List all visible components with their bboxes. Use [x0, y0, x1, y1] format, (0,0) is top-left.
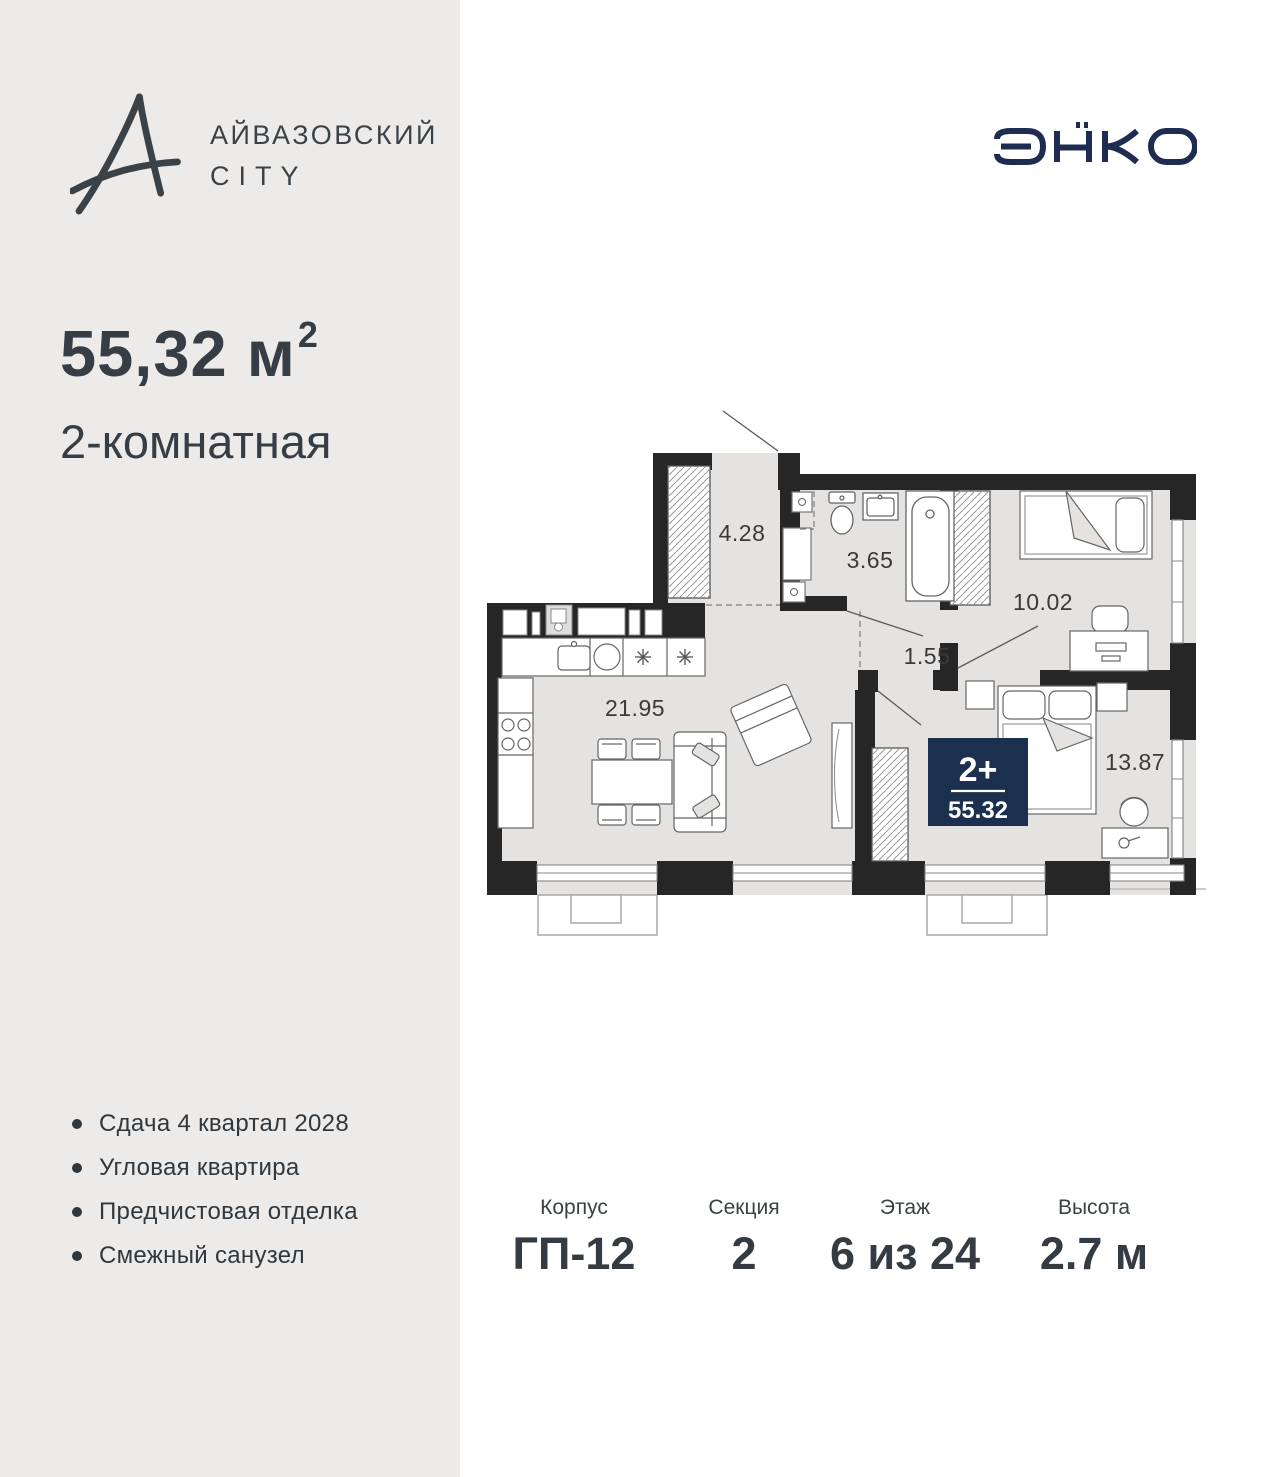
chair — [632, 739, 660, 759]
stove-burner — [518, 719, 530, 731]
bullet-icon — [72, 1163, 82, 1173]
bullet-icon — [72, 1119, 82, 1129]
brand-name — [210, 120, 438, 192]
detail-floor — [815, 1196, 995, 1280]
wardrobe-bedroom1 — [950, 491, 990, 605]
room-label-bathroom: 3.65 — [846, 547, 894, 573]
toilet-bowl — [831, 506, 853, 534]
nightstand — [966, 681, 994, 709]
balcony-outlines — [538, 895, 1047, 935]
detail-label: Высота — [1057, 1196, 1131, 1219]
area-value: 55,32 — [60, 317, 228, 390]
brand-logo — [70, 92, 438, 216]
wardrobe-hall — [668, 466, 710, 598]
window-right-bedroom2 — [1172, 740, 1183, 858]
detail-value: ГП-12 — [512, 1228, 636, 1279]
area-exponent: 2 — [297, 314, 319, 356]
stove-burner — [518, 738, 530, 750]
stove-burner — [502, 719, 514, 731]
floor-plan — [480, 398, 1220, 946]
wardrobe-bedroom2 — [872, 748, 908, 861]
mirror — [832, 723, 852, 828]
dressing-table — [1102, 828, 1168, 858]
feature-text: Смежный санузел — [99, 1241, 305, 1269]
room-label-bedroom2: 13.87 — [1104, 749, 1166, 775]
dining-set — [592, 739, 672, 825]
room-label-bedroom1: 10.02 — [1012, 589, 1074, 615]
room-label-hallway: 4.28 — [718, 520, 766, 546]
detail-label: Секция — [708, 1196, 780, 1219]
apartment-badge — [928, 738, 1028, 826]
desk-chair — [1092, 606, 1128, 632]
room-label-kitchen-living: 21.95 — [604, 695, 666, 721]
room-label-corridor: 1.55 — [903, 643, 951, 669]
chair — [598, 739, 626, 759]
apartment-type: 2-комнатная — [60, 415, 332, 468]
detail-building — [484, 1196, 664, 1280]
detail-value: 2 — [731, 1228, 757, 1279]
pillow — [1116, 498, 1144, 552]
stove-burner — [502, 738, 514, 750]
detail-value: 2.7 м — [1039, 1228, 1149, 1279]
feature-text: Угловая квартира — [99, 1153, 300, 1181]
details-row — [0, 1196, 1280, 1316]
area-title — [60, 316, 317, 391]
detail-label: Корпус — [540, 1196, 608, 1219]
kitchen-bowl — [594, 644, 620, 670]
brand-name-line2: CITY — [210, 161, 308, 191]
kitchen-sink — [558, 646, 590, 670]
feature-item — [72, 1110, 358, 1137]
stool — [1120, 798, 1148, 826]
feature-text: Сдача 4 квартал 2028 — [99, 1109, 349, 1137]
feature-item — [72, 1154, 358, 1181]
detail-label: Этаж — [879, 1196, 931, 1219]
detail-section — [654, 1196, 834, 1280]
area-unit: м — [246, 317, 296, 390]
pillow — [1003, 691, 1045, 719]
chair — [632, 805, 660, 825]
brand-a-icon — [70, 92, 182, 216]
detail-height — [1004, 1196, 1184, 1280]
window-right-bedroom1 — [1172, 520, 1183, 643]
brand-name-line1: АЙВАЗОВСКИЙ — [210, 120, 438, 150]
dining-table — [592, 760, 672, 804]
badge-rooms: 2+ — [958, 751, 998, 789]
entry-door-line — [723, 411, 778, 451]
chair — [598, 805, 626, 825]
badge-area: 55.32 — [947, 797, 1009, 824]
developer-logo-enko — [985, 120, 1197, 170]
kitchen-counter-left — [498, 678, 533, 828]
kitchen-wall-windows — [503, 605, 662, 635]
detail-value: 6 из 24 — [829, 1228, 981, 1279]
pillow — [1049, 691, 1091, 719]
nightstand — [1097, 683, 1127, 711]
feature-text: Предчистовая отделка — [99, 1197, 358, 1225]
sofa — [674, 732, 726, 832]
